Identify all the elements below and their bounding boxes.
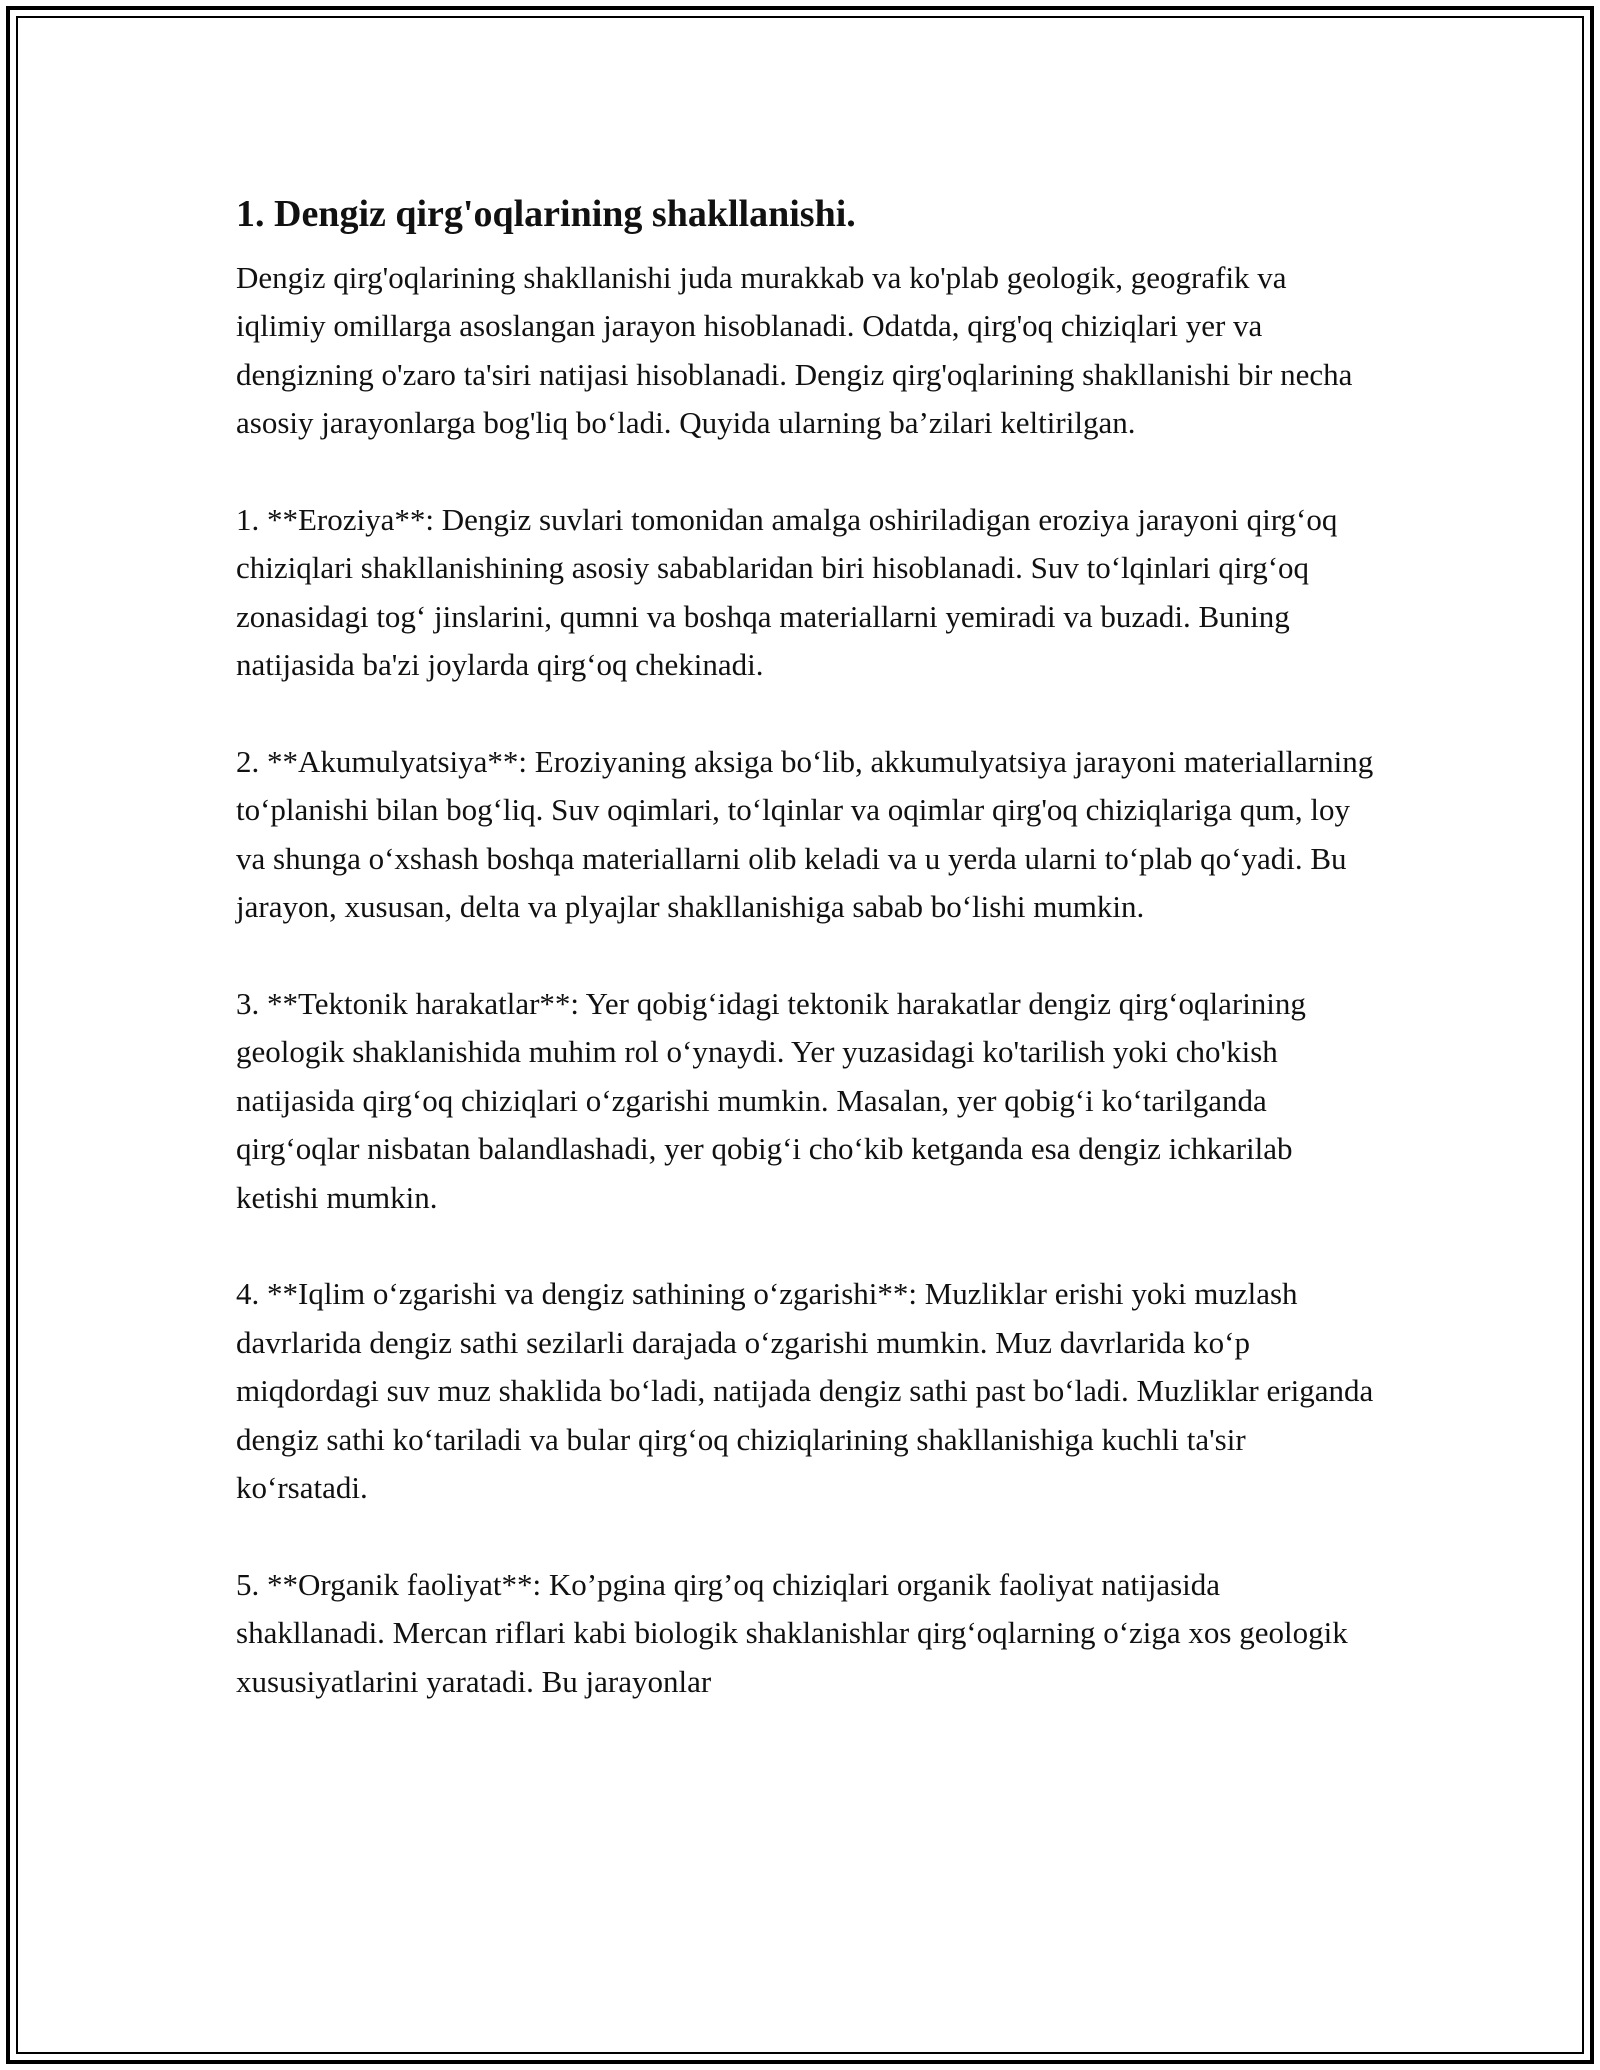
organic-paragraph: 5. **Organik faoliyat**: Ko’pgina qirg’oq chiziqlari organik faoliyat natijasida shakllanadi. Mercan riflari kabi biologik shaklanishlar qirg‘oqlarning o‘ziga xos geologik xususiyatlarini yaratadi. Bu jarayonlar xyxy=(236,1566,1348,1699)
accumulation-paragraph: 2. **Akumulyatsiya**: Eroziyaning aksiga bo‘lib, akkumulyatsiya jarayoni materiallarning to‘planishi bilan bog‘liq. Suv oqimlari, to‘lqinlar va oqimlar qirg'oq chiziqlariga qum, loy va shunga o‘xshash boshqa materiallarni olib keladi va u yerda ularni to‘plab qo‘yadi. Bu jarayon, xususan, delta va plyajlar shakllanishiga sabab bo‘lishi mumkin. xyxy=(236,744,1374,925)
section-heading: 1. Dengiz qirg'oqlarining shakllanishi. xyxy=(236,193,856,235)
erosion-paragraph: 1. **Eroziya**: Dengiz suvlari tomonidan amalga oshiriladigan eroziya jarayoni qirg‘oq chiziqlari shakllanishining asosiy sabablaridan biri hisoblanadi. Suv to‘lqinlari qirg‘oq zonasidagi tog‘ jinslarini, qumni va boshqa materiallarni yemiradi va buzadi. Buning natijasida ba'zi joylarda qirg‘oq chekinadi. xyxy=(236,502,1338,683)
document-body xyxy=(236,188,1376,1755)
climate-paragraph: 4. **Iqlim o‘zgarishi va dengiz sathining o‘zgarishi**: Muzliklar erishi yoki muzlash davrlarida dengiz sathi sezilarli darajada o‘zgarishi mumkin. Muz davrlarida ko‘p miqdordagi suv muz shaklida bo‘ladi, natijada dengiz sathi past bo‘ladi. Muzliklar eriganda dengiz sathi ko‘tariladi va bular qirg‘oq chiziqlarining shakllanishiga kuchli ta'sir ko‘rsatadi. xyxy=(236,1276,1374,1506)
intro-paragraph: Dengiz qirg'oqlarining shakllanishi juda murakkab va ko'plab geologik, geografik va iqlimiy omillarga asoslangan jarayon hisoblanadi. Odatda, qirg'oq chiziqlari yer va dengizning o'zaro ta'siri natijasi hisoblanadi. Dengiz qirg'oqlarining shakllanishi bir necha asosiy jarayonlarga bog'liq bo‘ladi. Quyida ularning ba’zilari keltirilgan. xyxy=(236,260,1353,441)
tectonic-paragraph: 3. **Tektonik harakatlar**: Yer qobig‘idagi tektonik harakatlar dengiz qirg‘oqlarining geologik shaklanishida muhim rol o‘ynaydi. Yer yuzasidagi ko'tarilish yoki cho'kish natijasida qirg‘oq chiziqlari o‘zgarishi mumkin. Masalan, yer qobig‘i ko‘tarilganda qirg‘oqlar nisbatan balandlashadi, yer qobig‘i cho‘kib ketganda esa dengiz ichkarilab ketishi mumkin. xyxy=(236,986,1306,1215)
